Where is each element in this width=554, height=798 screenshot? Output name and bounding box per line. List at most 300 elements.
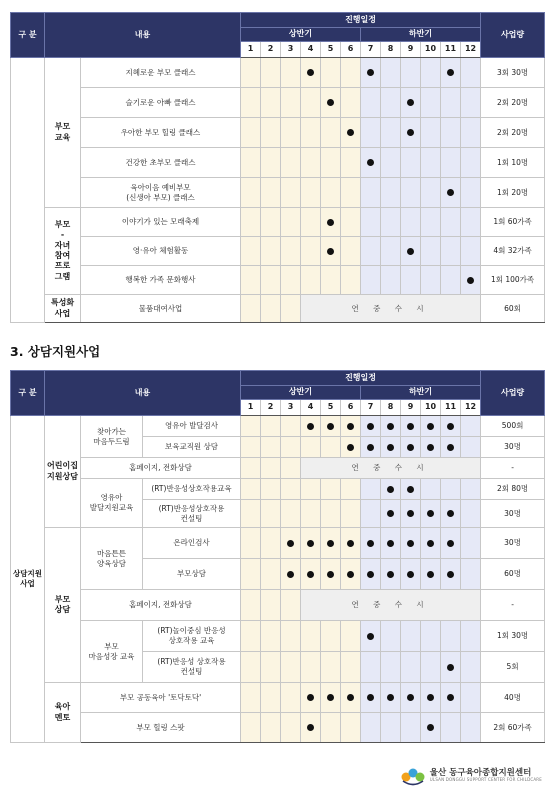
month-cell [241,528,261,559]
program-name: (RT)반응성상호작용 컨설팅 [143,500,241,528]
schedule-dot [427,510,434,517]
concurrent-label: 연 중 수 시 [301,590,481,621]
month-cell [281,437,301,458]
volume-value: 1회 30명 [481,621,545,652]
schedule-dot [367,423,374,430]
footer-logo [400,766,542,786]
month-header: 8 [381,400,401,416]
schedule-dot [447,510,454,517]
schedule-dot [367,540,374,547]
category-header: 구 분 [11,13,45,58]
content-header: 내용 [45,13,241,58]
group-label: 어린이집 지원상담 [45,416,81,528]
month-cell [361,118,381,148]
month-cell [361,528,381,559]
schedule-dot [367,571,374,578]
month-cell [261,58,281,88]
month-cell [321,237,341,266]
month-cell [241,237,261,266]
org-name: 울산 동구육아종합지원센터 [429,768,532,779]
month-cell [421,266,441,295]
month-cell [261,266,281,295]
month-cell [261,295,281,323]
month-cell [381,479,401,500]
month-cell [241,458,261,479]
program-name: 물품대여사업 [81,295,241,323]
program-name: 홈페이지, 전화상담 [81,458,241,479]
program-name: 이야기가 있는 모래축제 [81,208,241,237]
month-cell [461,266,481,295]
month-cell [361,88,381,118]
month-cell [321,713,341,743]
month-header: 12 [461,400,481,416]
schedule-dot [347,694,354,701]
schedule-dot [467,277,474,284]
month-cell [321,652,341,683]
schedule-dot [407,248,414,255]
month-cell [401,683,421,713]
month-cell [281,88,301,118]
month-header: 10 [421,42,441,58]
subgroup-label: 찾아가는 마음두드림 [81,416,143,458]
month-cell [321,208,341,237]
program-name: 부모 힐링 스팟 [81,713,241,743]
month-cell [421,479,441,500]
month-cell [261,118,281,148]
month-cell [281,590,301,621]
month-cell [461,237,481,266]
month-cell [461,58,481,88]
month-cell [321,479,341,500]
program-name: (RT)반응성상호작용교육 [143,479,241,500]
month-cell [441,437,461,458]
program-name: 영유아 발달검사 [143,416,241,437]
month-cell [361,266,381,295]
program-name: 우아한 부모 힐링 클래스 [81,118,241,148]
volume-value: 30명 [481,500,545,528]
month-cell [421,88,441,118]
month-cell [381,652,401,683]
month-cell [281,148,301,178]
volume-value: 2회 60가족 [481,713,545,743]
org-name-en: ULSAN DONGGU SUPPORT CENTER FOR CHILDCARE [429,777,542,783]
program-name: 건강한 초부모 클래스 [81,148,241,178]
month-header: 7 [361,42,381,58]
concurrent-label: 연 중 수 시 [301,295,481,323]
group-label: 부모 - 자녀 참여 프로 그램 [45,208,81,295]
month-header: 11 [441,42,461,58]
schedule-dot [307,423,314,430]
month-cell [261,237,281,266]
volume-value: 40명 [481,683,545,713]
schedule-dot [327,423,334,430]
month-cell [261,437,281,458]
month-cell [461,88,481,118]
month-cell [461,621,481,652]
month-cell [241,88,261,118]
month-cell [421,559,441,590]
month-cell [261,621,281,652]
month-cell [241,713,261,743]
program-name: 보육교직원 상담 [143,437,241,458]
schedule-dot [387,540,394,547]
schedule-dot [367,444,374,451]
month-cell [421,178,441,208]
month-cell [461,148,481,178]
month-cell [341,416,361,437]
schedule-dot [387,486,394,493]
group-label: 부모 상담 [45,528,81,683]
schedule-dot [447,664,454,671]
group-label: 특성화 사업 [45,295,81,323]
month-cell [401,621,421,652]
month-header: 6 [341,400,361,416]
month-header: 9 [401,42,421,58]
month-cell [381,58,401,88]
month-cell [361,437,381,458]
month-cell [421,437,441,458]
schedule-header: 진행일정 [241,371,481,386]
month-cell [301,621,321,652]
month-cell [361,148,381,178]
month-cell [381,437,401,458]
month-header: 10 [421,400,441,416]
volume-value: - [481,590,545,621]
month-cell [341,58,361,88]
schedule-dot [407,444,414,451]
month-cell [461,118,481,148]
month-cell [421,148,441,178]
month-cell [361,208,381,237]
month-cell [441,652,461,683]
month-cell [361,178,381,208]
month-cell [401,437,421,458]
month-cell [301,416,321,437]
schedule-dot [367,69,374,76]
volume-value: 2회 20명 [481,118,545,148]
schedule-dot [287,540,294,547]
month-cell [381,713,401,743]
month-header: 2 [261,42,281,58]
month-cell [321,148,341,178]
month-cell [421,237,441,266]
month-cell [441,178,461,208]
month-cell [341,266,361,295]
volume-value: 4회 32가족 [481,237,545,266]
month-cell [301,713,321,743]
month-cell [401,559,421,590]
month-cell [381,683,401,713]
schedule-dot [307,724,314,731]
month-cell [301,178,321,208]
month-cell [421,416,441,437]
month-cell [421,652,441,683]
month-cell [301,479,321,500]
month-cell [321,437,341,458]
month-cell [441,58,461,88]
month-cell [341,237,361,266]
month-cell [401,652,421,683]
month-cell [261,683,281,713]
month-cell [441,500,461,528]
schedule-dot [327,694,334,701]
month-cell [341,118,361,148]
month-cell [241,621,261,652]
schedule-dot [327,248,334,255]
month-cell [461,178,481,208]
section-label: 상담지원사업 [11,416,45,743]
month-header: 5 [321,400,341,416]
volume-value: 3회 30명 [481,58,545,88]
month-cell [241,437,261,458]
month-cell [341,621,361,652]
schedule-dot [387,571,394,578]
month-cell [441,208,461,237]
month-cell [321,266,341,295]
schedule-dot [327,219,334,226]
schedule-dot [447,69,454,76]
month-cell [241,178,261,208]
schedule-dot [447,444,454,451]
month-cell [441,237,461,266]
second-half-header: 하반기 [361,386,481,400]
month-cell [361,479,381,500]
month-cell [441,559,461,590]
month-cell [381,88,401,118]
month-cell [301,58,321,88]
program-name: 홈페이지, 전화상담 [81,590,241,621]
month-cell [401,266,421,295]
schedule-dot [347,129,354,136]
schedule-dot [447,423,454,430]
month-cell [321,528,341,559]
month-cell [421,118,441,148]
month-header: 9 [401,400,421,416]
month-header: 2 [261,400,281,416]
second-half-header: 하반기 [361,28,481,42]
schedule-dot [347,423,354,430]
month-cell [401,416,421,437]
schedule-dot [407,129,414,136]
program-name: 육아이음 예비부모 (신생아 부모) 클래스 [81,178,241,208]
program-name: 부모 공동육아 '토닥토닥' [81,683,241,713]
month-cell [441,479,461,500]
month-cell [441,118,461,148]
month-cell [281,528,301,559]
month-cell [401,58,421,88]
month-cell [281,683,301,713]
month-cell [401,148,421,178]
month-cell [461,437,481,458]
program-name: (RT)반응성 상호작용 컨설팅 [143,652,241,683]
month-header: 6 [341,42,361,58]
month-cell [401,500,421,528]
schedule-dot [427,694,434,701]
month-cell [441,528,461,559]
schedule-table-2 [10,370,545,743]
month-cell [421,683,441,713]
program-name: (RT)놀이중심 반응성 상호작용 교육 [143,621,241,652]
month-cell [301,118,321,148]
month-cell [441,713,461,743]
month-cell [361,500,381,528]
month-cell [241,479,261,500]
month-cell [261,528,281,559]
month-cell [261,148,281,178]
month-cell [401,208,421,237]
month-cell [361,621,381,652]
program-name: 온라인검사 [143,528,241,559]
month-cell [461,713,481,743]
schedule-dot [287,571,294,578]
schedule-dot [407,510,414,517]
program-name: 행복한 가족 문화행사 [81,266,241,295]
month-cell [341,437,361,458]
month-cell [441,266,461,295]
blank-category-cell [11,58,45,323]
month-header: 5 [321,42,341,58]
month-cell [341,208,361,237]
month-cell [241,416,261,437]
month-cell [341,713,361,743]
month-cell [261,479,281,500]
volume-value: 60명 [481,559,545,590]
category-header: 구 분 [11,371,45,416]
month-cell [381,621,401,652]
month-cell [321,500,341,528]
schedule-dot [407,423,414,430]
month-cell [241,148,261,178]
month-cell [261,416,281,437]
month-header: 1 [241,42,261,58]
first-half-header: 상반기 [241,386,361,400]
month-cell [361,237,381,266]
month-cell [241,590,261,621]
schedule-dot [307,571,314,578]
month-cell [401,528,421,559]
month-cell [241,266,261,295]
schedule-dot [427,724,434,731]
schedule-dot [407,694,414,701]
month-cell [281,118,301,148]
month-cell [401,88,421,118]
volume-value: 1회 60가족 [481,208,545,237]
volume-value: 2회 20명 [481,88,545,118]
month-header: 3 [281,400,301,416]
schedule-table-1 [10,12,545,323]
month-cell [321,88,341,118]
volume-value: 30명 [481,437,545,458]
month-cell [361,683,381,713]
month-cell [341,500,361,528]
month-cell [341,88,361,118]
month-cell [361,559,381,590]
month-cell [421,713,441,743]
month-header: 12 [461,42,481,58]
month-cell [281,652,301,683]
volume-value: 2회 80명 [481,479,545,500]
month-cell [381,237,401,266]
concurrent-label: 연 중 수 시 [301,458,481,479]
schedule-dot [327,540,334,547]
month-cell [321,118,341,148]
month-cell [401,178,421,208]
month-cell [381,118,401,148]
month-cell [341,479,361,500]
group-label: 육아 멘토 [45,683,81,743]
schedule-dot [327,99,334,106]
month-cell [381,500,401,528]
month-cell [361,652,381,683]
month-cell [261,652,281,683]
month-cell [281,458,301,479]
month-header: 8 [381,42,401,58]
schedule-dot [407,571,414,578]
schedule-dot [447,189,454,196]
month-cell [301,652,321,683]
month-cell [261,178,281,208]
month-cell [301,559,321,590]
month-cell [461,559,481,590]
schedule-dot [427,571,434,578]
month-cell [441,683,461,713]
month-header: 11 [441,400,461,416]
schedule-dot [367,694,374,701]
month-cell [321,683,341,713]
schedule-dot [447,694,454,701]
month-cell [381,148,401,178]
schedule-dot [387,444,394,451]
volume-value: 30명 [481,528,545,559]
month-cell [381,559,401,590]
volume-value: 1회 20명 [481,178,545,208]
month-cell [261,590,281,621]
month-cell [261,458,281,479]
schedule-dot [307,69,314,76]
month-cell [341,683,361,713]
schedule-dot [367,159,374,166]
program-name: 지혜로운 부모 클래스 [81,58,241,88]
month-cell [301,683,321,713]
schedule-dot [307,694,314,701]
volume-header: 사업량 [481,13,545,58]
schedule-header: 진행일정 [241,13,481,28]
month-cell [401,479,421,500]
month-cell [461,479,481,500]
content-header: 내용 [45,371,241,416]
month-cell [461,528,481,559]
month-cell [281,295,301,323]
schedule-dot [447,571,454,578]
month-cell [281,713,301,743]
month-cell [381,266,401,295]
schedule-dot [347,571,354,578]
month-cell [261,559,281,590]
month-cell [241,652,261,683]
month-cell [321,178,341,208]
month-cell [381,528,401,559]
month-cell [321,416,341,437]
month-cell [301,437,321,458]
schedule-dot [447,540,454,547]
month-header: 1 [241,400,261,416]
volume-header: 사업량 [481,371,545,416]
month-cell [401,237,421,266]
month-cell [241,295,261,323]
month-cell [341,528,361,559]
month-cell [261,208,281,237]
org-logo-icon [400,766,426,786]
